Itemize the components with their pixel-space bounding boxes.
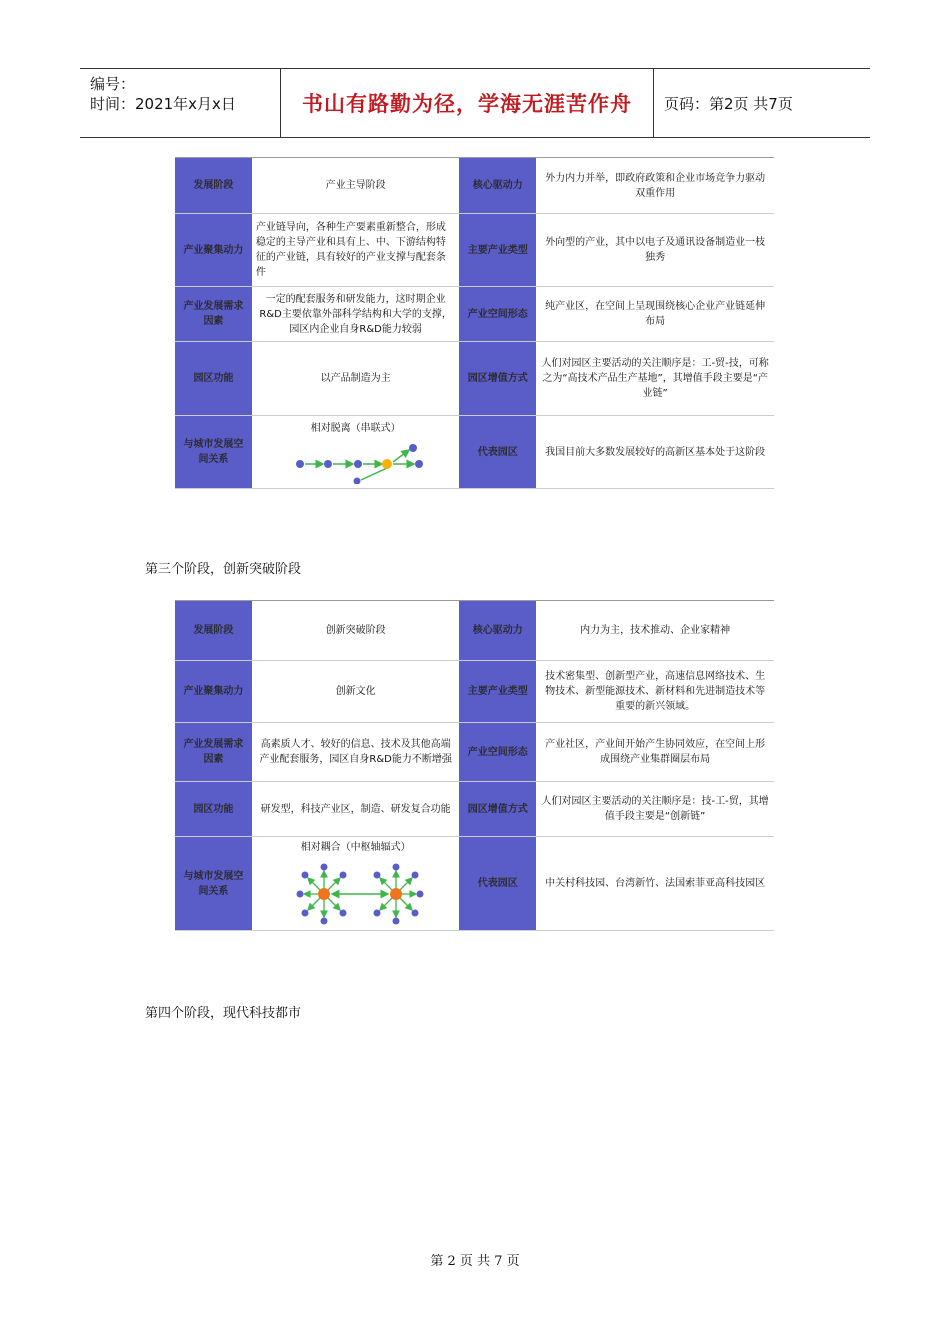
park-function-key: 园区功能	[175, 782, 252, 837]
industry-type-value: 技术密集型、创新型产业，高速信息网络技术、生物技术、新型能源技术、新材料和先进制造技术等重要的新兴领域。	[536, 661, 774, 723]
representative-value: 中关村科技园、台湾新竹、法国索菲亚高科技园区	[536, 837, 774, 931]
section-heading-stage4: 第四个阶段，现代科技都市	[145, 1006, 302, 1021]
demand-factor-value: 高素质人才、较好的信息、技术及其他高端产业配套服务，园区自身R&D能力不断增强	[252, 723, 459, 782]
stage-value: 创新突破阶段	[252, 601, 459, 661]
number-label: 编号：	[90, 75, 136, 93]
stage2-table	[175, 157, 774, 489]
park-function-value: 以产品制造为主	[252, 342, 459, 416]
city-relation-key: 与城市发展空间关系	[175, 837, 252, 931]
table-row	[175, 416, 774, 489]
agglomeration-key: 产业聚集动力	[175, 214, 252, 287]
spatial-form-key: 产业空间形态	[459, 287, 536, 342]
table-row	[175, 214, 774, 287]
driver-key: 核心驱动力	[459, 601, 536, 661]
spatial-form-value: 产业社区，产业间开始产生协同效应，在空间上形成围绕产业集群圈层布局	[536, 723, 774, 782]
industry-type-value: 外向型的产业，其中以电子及通讯设备制造业一枝独秀	[536, 214, 774, 287]
value-add-key: 园区增值方式	[459, 782, 536, 837]
diagram-title: 相对脱离（串联式）	[310, 422, 401, 434]
representative-key: 代表园区	[459, 837, 536, 931]
representative-value: 我国目前大多数发展较好的高新区基本处于这阶段	[536, 416, 774, 489]
driver-key: 核心驱动力	[459, 158, 536, 214]
agglomeration-value: 创新文化	[252, 661, 459, 723]
demand-factor-value: 一定的配套服务和研发能力，这时期企业R&D主要依靠外部科学结构和大学的支撑，园区内企业自身R&D能力较弱	[252, 287, 459, 342]
header-page-cell	[654, 69, 870, 137]
value-add-value: 人们对园区主要活动的关注顺序是：技-工-贸，其增值手段主要是“创新链”	[536, 782, 774, 837]
table-row	[175, 723, 774, 782]
document-header	[80, 68, 870, 138]
diagram-title: 相对耦合（中枢轴辐式）	[300, 842, 411, 853]
section-heading-stage3: 第三个阶段，创新突破阶段	[145, 562, 302, 577]
stage-value: 产业主导阶段	[252, 158, 459, 214]
table-row	[175, 661, 774, 723]
park-function-key: 园区功能	[175, 342, 252, 416]
city-relation-value	[252, 837, 459, 931]
city-relation-value	[252, 416, 459, 489]
table-row	[175, 837, 774, 931]
demand-factor-key: 产业发展需求因素	[175, 287, 252, 342]
park-function-value: 研发型，科技产业区，制造、研发复合功能	[252, 782, 459, 837]
table-row	[175, 158, 774, 214]
agglomeration-key: 产业聚集动力	[175, 661, 252, 723]
page-footer: 第 2 页 共 7 页	[430, 1254, 520, 1269]
stage-key: 发展阶段	[175, 158, 252, 214]
driver-value: 内力为主，技术推动、企业家精神	[536, 601, 774, 661]
city-relation-key: 与城市发展空间关系	[175, 416, 252, 489]
time-label: 时间：2021年x月x日	[90, 95, 236, 113]
demand-factor-key: 产业发展需求因素	[175, 723, 252, 782]
agglomeration-value: 产业链导向，各种生产要素重新整合，形成稳定的主导产业和具有上、中、下游结构特征的产业链，具有较好的产业支撑与配套条件	[252, 214, 459, 287]
stage3-table	[175, 600, 774, 931]
hub-spoke-diagram	[261, 857, 451, 927]
motto: 书山有路勤为径，学海无涯苦作舟	[302, 92, 632, 116]
stage-key: 发展阶段	[175, 601, 252, 661]
industry-type-key: 主要产业类型	[459, 214, 536, 287]
table-row	[175, 342, 774, 416]
table-row	[175, 287, 774, 342]
value-add-key: 园区增值方式	[459, 342, 536, 416]
header-meta-cell	[80, 69, 281, 137]
header-motto-cell	[281, 69, 654, 137]
spatial-form-value: 纯产业区，在空间上呈现围绕核心企业产业链延伸布局	[536, 287, 774, 342]
serial-chain-diagram	[261, 438, 451, 484]
driver-value: 外力内力并举，即政府政策和企业市场竞争力驱动双重作用	[536, 158, 774, 214]
representative-key: 代表园区	[459, 416, 536, 489]
page-info: 页码：第2页 共7页	[664, 94, 793, 113]
spatial-form-key: 产业空间形态	[459, 723, 536, 782]
table-row	[175, 601, 774, 661]
industry-type-key: 主要产业类型	[459, 661, 536, 723]
value-add-value: 人们对园区主要活动的关注顺序是：工-贸-技，可称之为“高技术产品生产基地”，其增值手段主要是“产业链”	[536, 342, 774, 416]
table-row	[175, 782, 774, 837]
